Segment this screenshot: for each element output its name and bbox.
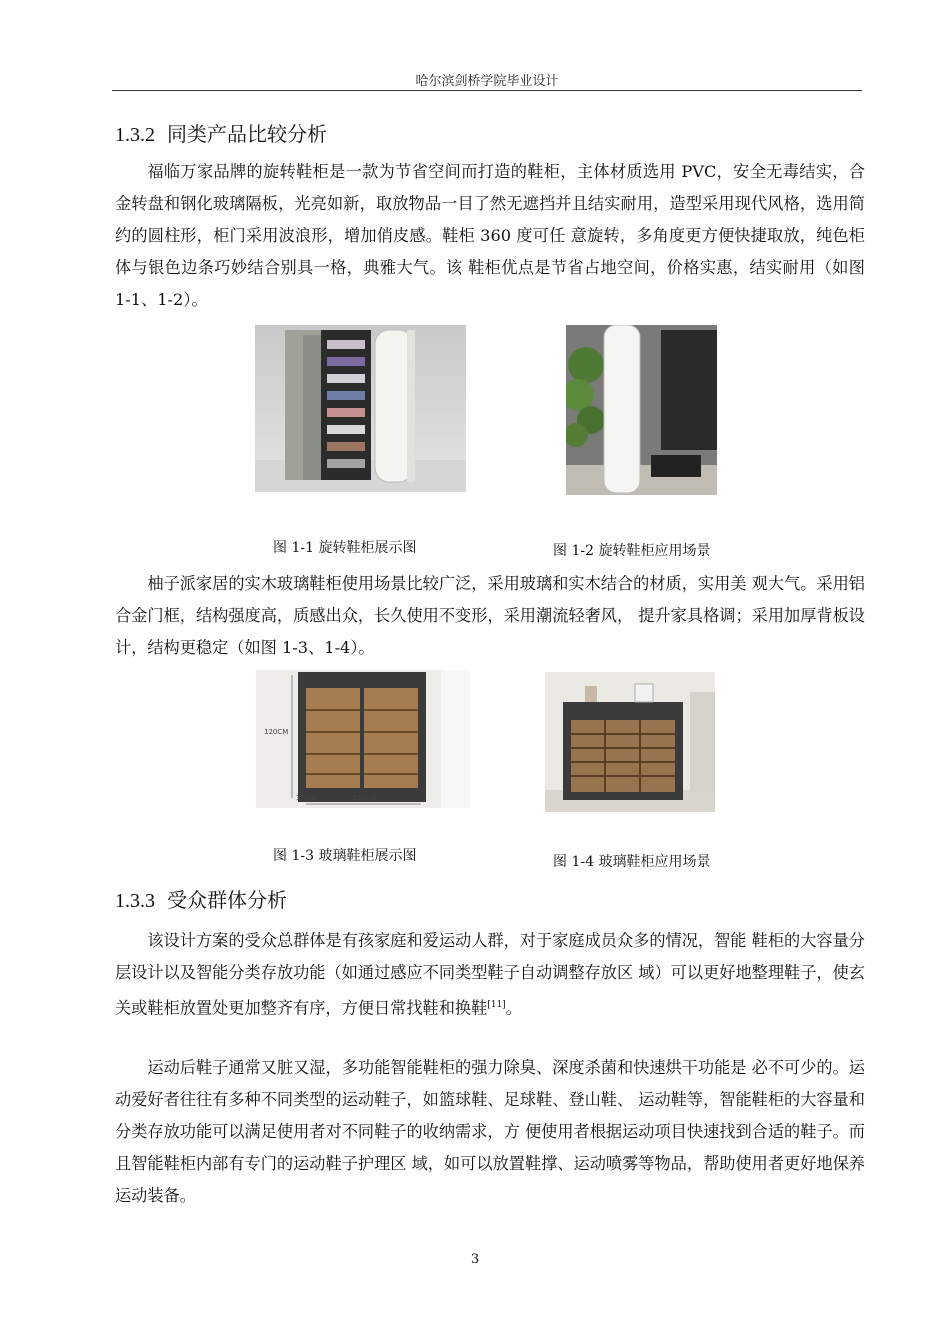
paragraph-text: 福临万家品牌的旋转鞋柜是一款为节省空间而打造的鞋柜，主体材质选用 PVC，安全无毒结实，合金转盘和钢化玻璃隔板，光亮如新，取放物品一目了然无遮挡并且结实耐用，造型采用现代风格，选用简约的圆柱形，柜门采用波浪形，增加俏皮感。鞋柜 360 度可任 意旋转，多角度更方便快捷取放，纯色柜体与银色边条巧妙结合别具一格，典雅大气。该 鞋柜优点是节省占地空间，价格实惠，结实耐用（如图 1-1、1-2）。: [115, 162, 865, 309]
paragraph-audience-1: [115, 925, 865, 1024]
section-heading-1-3-3: [115, 884, 287, 913]
paragraph-text: 该设计方案的受众总群体是有孩家庭和爱运动人群，对于家庭成员众多的情况，智能 鞋柜的大容量分层设计以及智能分类存放功能（如通过感应不同类型鞋子自动调整存放区 域）可以更好地整理鞋子，使玄关或鞋柜放置处更加整齐有序，方便日常找鞋和换鞋: [115, 931, 865, 1018]
paragraph-text: 柚子派家居的实木玻璃鞋柜使用场景比较广泛，采用玻璃和实木结合的材质，实用美 观大气。采用铝合金门框，结构强度高，质感出众，长久使用不变形，采用潮流轻奢风， 提升家具格调；采用加厚背板设计，结构更稳定（如图 1-3、1-4）。: [115, 574, 865, 657]
citation-marker: [11]: [487, 1000, 506, 1010]
paragraph-end: 。: [505, 998, 522, 1018]
figure-1-2-caption: 图 1-2 旋转鞋柜应用场景: [553, 543, 711, 559]
figure-1-4-caption: 图 1-4 玻璃鞋柜应用场景: [553, 854, 711, 870]
paragraph-rotating-cabinet: [115, 156, 865, 316]
figure-1-3-caption: 图 1-3 玻璃鞋柜展示图: [273, 848, 417, 864]
figure-1-1-image: [255, 325, 466, 492]
figure-1-2-image: [566, 325, 717, 495]
figure-1-4-image: [545, 672, 715, 812]
figure-1-3-image: [256, 670, 470, 808]
section-number: 1.3.2: [115, 124, 155, 146]
dimension-depth-label: 37CM: [296, 794, 316, 802]
section-title: 同类产品比较分析: [167, 122, 327, 146]
section-number: 1.3.3: [115, 890, 155, 912]
running-header: 哈尔滨剑桥学院毕业设计: [415, 74, 559, 89]
page-number: 3: [470, 1252, 480, 1267]
figure-1-1-caption: 图 1-1 旋转鞋柜展示图: [273, 540, 417, 556]
paragraph-glass-cabinet: [115, 568, 865, 664]
paragraph-audience-2: [115, 1052, 865, 1212]
section-heading-1-3-2: [115, 118, 327, 147]
paragraph-text: 运动后鞋子通常又脏又湿，多功能智能鞋柜的强力除臭、深度杀菌和快速烘干功能是 必不可少的。运动爱好者往往有多种不同类型的运动鞋子，如篮球鞋、足球鞋、登山鞋、 运动鞋等，智能鞋柜的大容量和分类存放功能可以满足使用者对不同鞋子的收纳需求，方 便使用者根据运动项目快速找到合适的鞋子。而且智能鞋柜内部有专门的运动鞋子护理区 域，如可以放置鞋撑、运动喷雾等物品，帮助使用者更好地保养运动装备。: [115, 1058, 865, 1205]
section-title: 受众群体分析: [167, 888, 287, 912]
dimension-width-label: 120CM: [352, 794, 377, 802]
header-rule: [112, 90, 862, 91]
dimension-height-label: 120CM: [264, 728, 289, 736]
